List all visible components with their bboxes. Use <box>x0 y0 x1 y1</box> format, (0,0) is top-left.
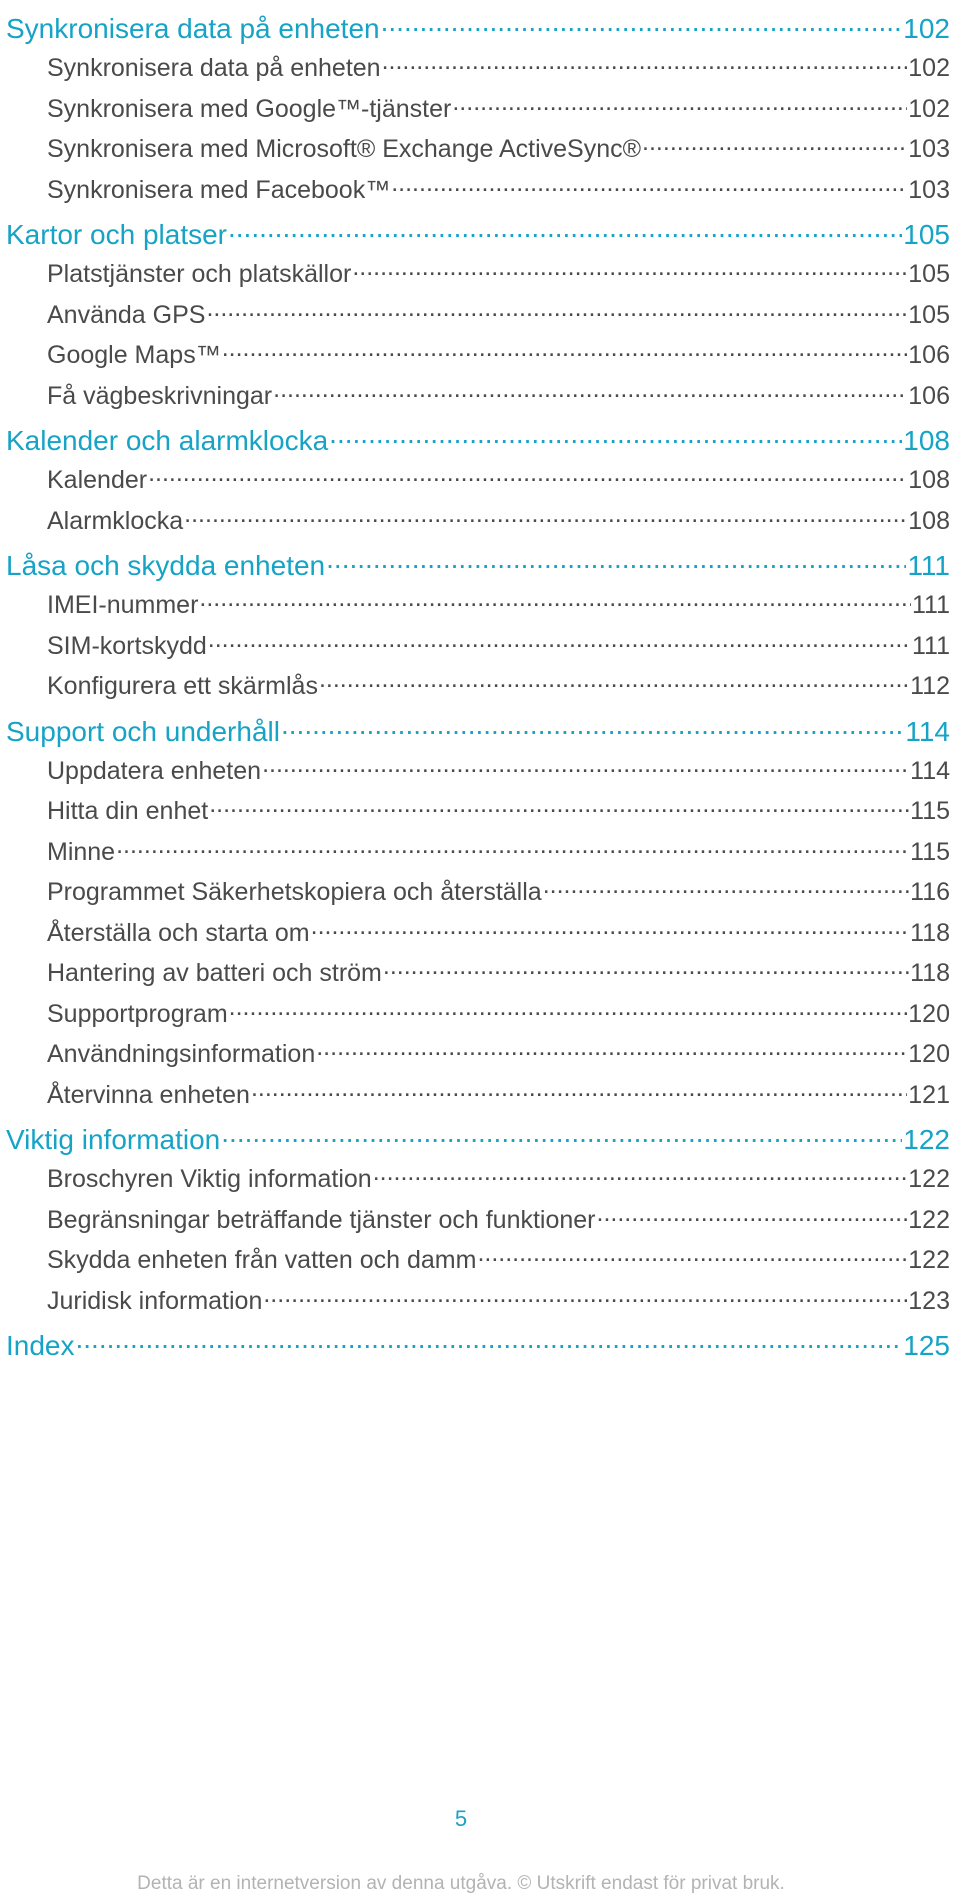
footer-note: Detta är en internetversion av denna utgåva. © Utskrift endast för privat bruk. <box>137 1873 785 1894</box>
toc-subsection-entry[interactable] <box>0 585 960 626</box>
toc-subsection-entry[interactable] <box>0 460 960 501</box>
toc-dot-leader <box>273 379 907 404</box>
toc-dot-leader <box>382 51 908 76</box>
toc-entry-title: Kalender <box>47 466 148 494</box>
toc-entry-page: 108 <box>908 506 950 535</box>
toc-entry-page: 106 <box>908 341 950 369</box>
toc-entry-page: 105 <box>908 300 950 329</box>
toc-subsection-entry[interactable] <box>0 832 960 873</box>
toc-dot-leader <box>329 422 902 450</box>
toc-subsection-entry[interactable] <box>0 791 960 832</box>
toc-entry-page: 103 <box>908 135 950 163</box>
toc-entry-page: 115 <box>910 837 950 866</box>
toc-entry-page: 112 <box>910 672 950 700</box>
toc-dot-leader <box>228 216 902 244</box>
toc-entry-page: 120 <box>908 1040 950 1068</box>
toc-entry-title: Kalender och alarmklocka <box>6 425 329 456</box>
toc-entry-title: Kartor och platser <box>6 219 227 250</box>
toc-dot-leader <box>222 338 908 363</box>
toc-dot-leader <box>326 547 906 575</box>
toc-entry-page: 103 <box>908 175 950 204</box>
toc-section-entry[interactable] <box>0 1115 960 1159</box>
toc-entry-title: Begränsningar beträffande tjänster och funktioner <box>47 1205 596 1234</box>
toc-subsection-entry[interactable] <box>0 376 960 417</box>
toc-dot-leader <box>311 916 910 941</box>
toc-subsection-entry[interactable] <box>0 953 960 994</box>
toc-subsection-entry[interactable] <box>0 626 960 667</box>
toc-dot-leader <box>206 298 907 323</box>
toc-dot-leader <box>229 997 908 1022</box>
toc-entry-title: Synkronisera med Google™-tjänster <box>47 94 452 123</box>
toc-section-entry[interactable] <box>0 210 960 254</box>
toc-dot-leader <box>452 92 907 117</box>
toc-entry-page: 114 <box>910 756 950 785</box>
toc-entry-title: Användningsinformation <box>47 1040 316 1068</box>
toc-entry-page: 115 <box>910 797 950 825</box>
toc-dot-leader <box>316 1037 907 1062</box>
toc-subsection-entry[interactable] <box>0 751 960 792</box>
toc-entry-title: Alarmklocka <box>47 506 184 535</box>
toc-entry-title: Platstjänster och platskällor <box>47 260 352 288</box>
toc-entry-page: 122 <box>908 1246 950 1274</box>
toc-entry-page: 111 <box>911 591 950 619</box>
toc-entry-title: Återvinna enheten <box>47 1080 250 1109</box>
toc-section-entry[interactable] <box>0 707 960 751</box>
toc-entry-page: 122 <box>908 1165 950 1193</box>
toc-entry-page: 111 <box>907 550 950 581</box>
toc-subsection-entry[interactable] <box>0 913 960 954</box>
toc-section-entry[interactable] <box>0 541 960 585</box>
toc-subsection-entry[interactable] <box>0 1159 960 1200</box>
toc-entry-title: Supportprogram <box>47 999 228 1028</box>
toc-entry-title: Juridisk information <box>47 1286 263 1315</box>
toc-entry-page: 122 <box>903 1124 950 1155</box>
toc-entry-page: 108 <box>903 425 950 456</box>
toc-dot-leader <box>199 588 911 613</box>
toc-dot-leader <box>319 669 909 694</box>
toc-dot-leader <box>148 463 907 488</box>
toc-entry-title: Index <box>6 1330 75 1361</box>
toc-subsection-entry[interactable] <box>0 666 960 707</box>
toc-entry-page: 121 <box>908 1080 950 1109</box>
toc-entry-title: Synkronisera data på enheten <box>47 54 381 82</box>
toc-entry-title: Synkronisera med Microsoft® Exchange ActiveSync® <box>47 135 642 163</box>
toc-subsection-entry[interactable] <box>0 1034 960 1075</box>
toc-entry-title: Google Maps™ <box>47 341 221 369</box>
toc-entry-title: Hitta din enhet <box>47 797 209 825</box>
toc-entry-title: Support och underhåll <box>6 715 280 747</box>
toc-entry-title: Synkronisera med Facebook™ <box>47 175 391 204</box>
toc-entry-title: Minne <box>47 837 116 866</box>
toc-dot-leader <box>263 1284 907 1309</box>
toc-entry-page: 116 <box>910 878 950 906</box>
toc-dot-leader <box>352 257 907 282</box>
toc-entry-page: 122 <box>908 1205 950 1234</box>
toc-dot-leader <box>597 1203 908 1228</box>
toc-entry-page: 120 <box>908 999 950 1028</box>
toc-subsection-entry[interactable] <box>0 89 960 130</box>
toc-dot-leader <box>209 794 909 819</box>
toc-section-entry[interactable] <box>0 416 960 460</box>
toc-subsection-entry[interactable] <box>0 129 960 170</box>
toc-dot-leader <box>383 956 909 981</box>
toc-entry-page: 108 <box>908 466 950 494</box>
toc-subsection-entry[interactable] <box>0 295 960 336</box>
toc-dot-leader <box>184 504 907 529</box>
toc-entry-page: 118 <box>910 918 950 947</box>
toc-subsection-entry[interactable] <box>0 1281 960 1322</box>
toc-entry-page: 105 <box>903 219 950 250</box>
table-of-contents <box>0 4 960 1365</box>
toc-entry-title: Återställa och starta om <box>47 918 310 947</box>
toc-subsection-entry[interactable] <box>0 254 960 295</box>
toc-entry-page: 111 <box>911 631 950 660</box>
toc-entry-page: 114 <box>905 715 950 747</box>
toc-entry-page: 106 <box>908 381 950 410</box>
toc-entry-title: Hantering av batteri och ström <box>47 959 382 987</box>
toc-subsection-entry[interactable] <box>0 1075 960 1116</box>
toc-dot-leader <box>642 132 907 157</box>
toc-dot-leader <box>116 835 909 860</box>
toc-entry-page: 105 <box>908 260 950 288</box>
toc-subsection-entry[interactable] <box>0 48 960 89</box>
toc-entry-page: 102 <box>908 54 950 82</box>
toc-dot-leader <box>76 1327 903 1355</box>
toc-dot-leader <box>208 629 911 654</box>
toc-entry-title: Skydda enheten från vatten och damm <box>47 1246 477 1274</box>
toc-entry-title: IMEI-nummer <box>47 591 199 619</box>
toc-subsection-entry[interactable] <box>0 170 960 211</box>
toc-dot-leader <box>281 713 904 741</box>
toc-section-entry[interactable] <box>0 4 960 48</box>
toc-dot-leader <box>543 875 909 900</box>
page-number: 5 <box>454 1806 468 1831</box>
toc-entry-page: 125 <box>903 1330 950 1361</box>
toc-entry-title: Få vägbeskrivningar <box>47 381 273 410</box>
toc-entry-title: Programmet Säkerhetskopiera och återställa <box>47 878 542 906</box>
toc-entry-title: Viktig information <box>6 1124 221 1155</box>
toc-entry-title: Synkronisera data på enheten <box>6 13 380 44</box>
toc-subsection-entry[interactable] <box>0 501 960 542</box>
toc-entry-page: 102 <box>903 13 950 44</box>
toc-subsection-entry[interactable] <box>0 994 960 1035</box>
toc-subsection-entry[interactable] <box>0 1240 960 1281</box>
toc-section-entry[interactable] <box>0 1321 960 1365</box>
toc-subsection-entry[interactable] <box>0 335 960 376</box>
toc-entry-title: Låsa och skydda enheten <box>6 550 326 581</box>
toc-subsection-entry[interactable] <box>0 872 960 913</box>
toc-entry-title: SIM-kortskydd <box>47 631 207 660</box>
toc-entry-page: 118 <box>910 959 950 987</box>
toc-entry-title: Broschyren Viktig information <box>47 1165 372 1193</box>
toc-dot-leader <box>477 1243 907 1268</box>
toc-entry-title: Använda GPS <box>47 300 206 329</box>
toc-subsection-entry[interactable] <box>0 1200 960 1241</box>
toc-entry-page: 102 <box>908 94 950 123</box>
toc-entry-title: Konfigurera ett skärmlås <box>47 672 318 700</box>
toc-dot-leader <box>373 1162 908 1187</box>
toc-entry-title: Uppdatera enheten <box>47 756 262 785</box>
toc-dot-leader <box>221 1121 902 1149</box>
toc-dot-leader <box>391 173 907 198</box>
toc-dot-leader <box>251 1078 907 1103</box>
toc-entry-page: 123 <box>908 1286 950 1315</box>
toc-dot-leader <box>381 10 903 38</box>
toc-dot-leader <box>262 754 909 779</box>
